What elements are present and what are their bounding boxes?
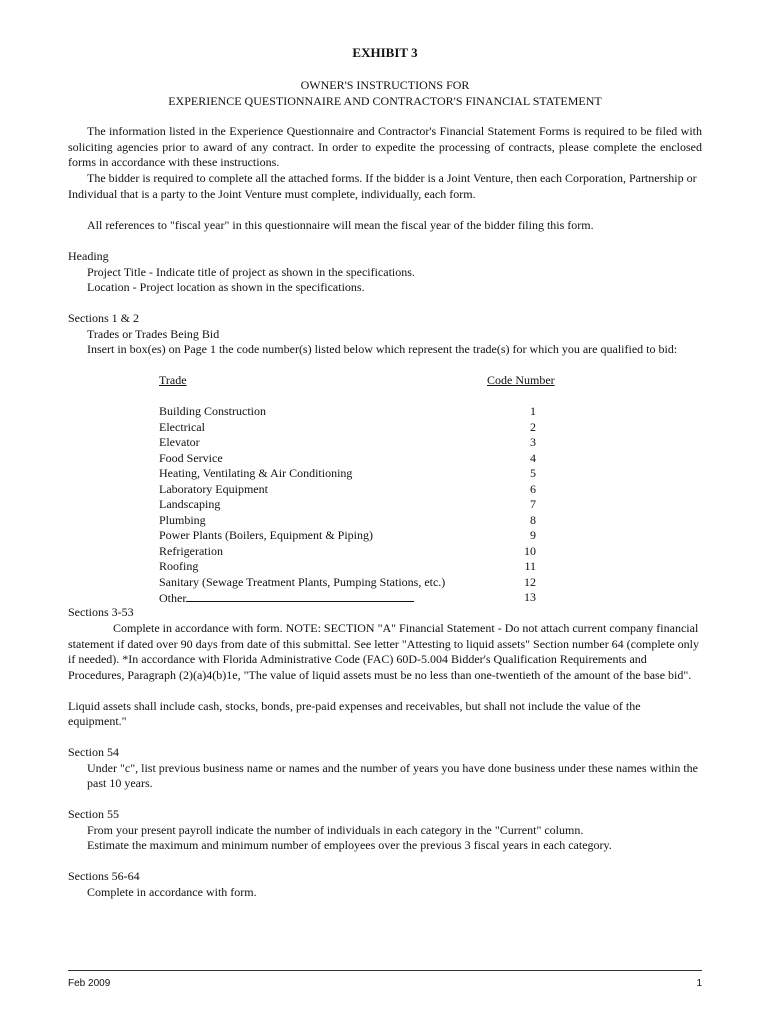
heading-location-line: Location - Project location as shown in the specifications.	[87, 280, 365, 294]
trade-row-name: Laboratory Equipment	[159, 481, 268, 496]
section-55-line-1: From your present payroll indicate the number of individuals in each category in the "Current" column.	[87, 822, 584, 837]
trade-row-code: 13	[524, 590, 536, 604]
trade-row-code: 7	[530, 497, 536, 511]
trade-row-name: Building Construction	[159, 404, 267, 418]
intro-paragraph-2: The bidder is required to complete all the attached forms. If the bidder is a Joint Venture, then each Corporation, Partnership or Individual that is a party to the Joint Venture must complete, individually, each form.	[68, 171, 697, 201]
subtitle-line-2: EXPERIENCE QUESTIONNAIRE AND CONTRACTOR'S FINANCIAL STATEMENT	[168, 94, 602, 108]
section-54-body: Under "c", list previous business name or names and the number of years you have done business under these names within the past 10 years.	[87, 760, 698, 790]
trade-row-code: 1	[530, 404, 536, 418]
trade-row-code: 11	[524, 559, 536, 573]
trade-row-code: 4	[530, 450, 536, 465]
intro-paragraph-3: All references to "fiscal year" in this questionnaire will mean the fiscal year of the bidder filing this form.	[87, 218, 594, 232]
trade-row-code: 6	[530, 481, 536, 496]
heading-project-title-line: Project Title - Indicate title of project as shown in the specifications.	[87, 265, 415, 279]
trade-row-code: 2	[530, 419, 536, 434]
section-54-title: Section 54	[68, 745, 119, 759]
trade-row-name: Sanitary (Sewage Treatment Plants, Pumping Stations, etc.)	[159, 574, 446, 589]
trade-row-name: Refrigeration	[159, 543, 223, 558]
heading-section-title: Heading	[68, 249, 109, 263]
trade-row-name: Heating, Ventilating & Air Conditioning	[159, 466, 353, 480]
subtitle-line-1: OWNER'S INSTRUCTIONS FOR	[300, 78, 470, 92]
sections-3-53-body: Complete in accordance with form. NOTE: SECTION "A" Financial Statement - Do not attach current company financial statement if dated over 90 days from date of this submittal. See letter "Attesting to liquid assets" Section number 64 (complete only if needed). *In accordance with Florida Administrative Code (FAC) 60D-5.004 Bidder's Qualification Requirements and Procedures, Paragraph (2)(a)4(b)1e, "The value of liquid assets must be no less than one-twentieth of the amount of the base bid".	[68, 621, 699, 682]
sections-1-2-title: Sections 1 & 2	[68, 311, 139, 325]
footer-date: Feb 2009	[68, 978, 111, 989]
trade-row-code: 10	[524, 543, 536, 558]
sections-56-64-line-1: Complete in accordance with form.	[87, 884, 257, 899]
intro-paragraph-1: The information listed in the Experience Questionnaire and Contractor's Financial Statement Forms is required to be filed with soliciting agencies prior to award of any contract. In order to expedite the processing of contracts, please complete the enclosed forms in accordance with these instructions.	[68, 124, 702, 169]
section-55-title: Section 55	[68, 807, 119, 821]
trade-row-name: Elevator	[159, 435, 200, 449]
footer-page-number: 1	[696, 978, 702, 989]
sections-3-53-body-2: Liquid assets shall include cash, stocks, bonds, pre-paid expenses and receivables, but shall not include the value of the equipment."	[68, 698, 641, 728]
trade-row-code: 5	[530, 466, 536, 480]
sections-3-53-title: Sections 3-53	[68, 605, 134, 619]
exhibit-title: EXHIBIT 3	[352, 45, 418, 60]
trade-row-code: 8	[530, 512, 536, 527]
other-trade-blank-line	[186, 590, 414, 602]
trade-row-code: 12	[524, 574, 536, 589]
trade-row-other	[159, 590, 414, 607]
trade-row-name: Other	[159, 591, 187, 605]
trade-row-name: Landscaping	[159, 497, 221, 511]
trade-row-name: Power Plants (Boilers, Equipment & Piping)	[159, 528, 373, 542]
sections-56-64-title: Sections 56-64	[68, 869, 140, 883]
sections-1-2-line-1: Trades or Trades Being Bid	[87, 327, 220, 341]
sections-1-2-line-2: Insert in box(es) on Page 1 the code number(s) listed below which represent the trade(s) for which you are qualified to bid:	[87, 342, 678, 356]
trade-row-code: 9	[530, 528, 536, 542]
trade-row-name: Roofing	[159, 559, 199, 573]
section-55-line-2: Estimate the maximum and minimum number of employees over the previous 3 fiscal years in each category.	[87, 838, 612, 852]
code-column-header: Code Number	[487, 373, 555, 387]
footer-divider	[68, 970, 702, 971]
trade-column-header: Trade	[159, 373, 187, 387]
trade-row-name: Food Service	[159, 450, 223, 465]
trade-row-code: 3	[530, 435, 536, 449]
trade-row-name: Electrical	[159, 419, 205, 434]
trade-row-name: Plumbing	[159, 512, 206, 527]
